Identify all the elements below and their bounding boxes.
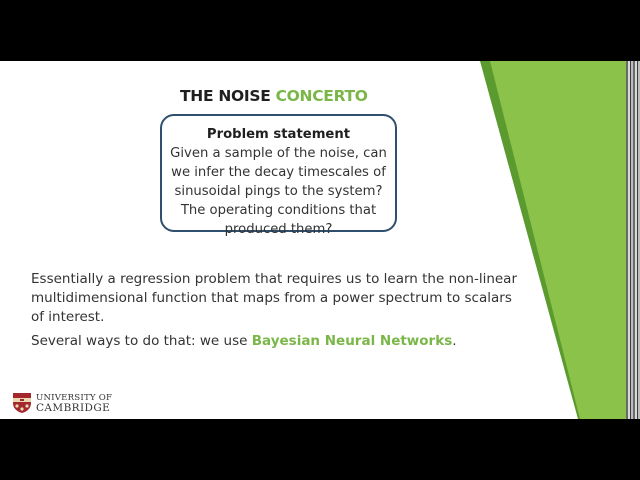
problem-line: Given a sample of the noise, can xyxy=(170,146,387,161)
problem-statement-box xyxy=(160,114,397,237)
edge-stripes xyxy=(626,61,640,419)
paragraph-2-suffix: . xyxy=(452,333,457,349)
paragraph-2-prefix: Several ways to do that: we use xyxy=(31,333,252,349)
paragraph-line: Essentially a regression problem that requires us to learn the non-linear xyxy=(31,271,517,287)
paragraph-line: of interest. xyxy=(31,309,105,325)
problem-line: sinusoidal pings to the system? xyxy=(174,184,383,199)
paragraph-method xyxy=(31,332,521,351)
problem-statement-heading: Problem statement xyxy=(206,127,351,142)
bayesian-nn-highlight: Bayesian Neural Networks xyxy=(251,333,453,349)
slide-title xyxy=(180,87,368,105)
logo-line-2: CAMBRIDGE xyxy=(36,402,111,414)
cambridge-logo xyxy=(12,391,112,415)
paragraph-line: multidimensional function that maps from a power spectrum to scalars xyxy=(31,290,512,306)
problem-line: The operating conditions that xyxy=(180,203,377,218)
cambridge-shield-icon xyxy=(12,392,32,414)
logo-wordmark xyxy=(36,393,112,413)
problem-line: produced them? xyxy=(224,222,333,237)
problem-line: we infer the decay timescales of xyxy=(171,165,386,180)
title-main: THE NOISE xyxy=(180,87,276,105)
paragraph-regression xyxy=(31,270,521,327)
title-accent: CONCERTO xyxy=(275,87,368,105)
slide xyxy=(0,61,640,419)
body-text xyxy=(31,270,521,351)
logo-line-1: UNIVERSITY OF xyxy=(36,393,113,403)
